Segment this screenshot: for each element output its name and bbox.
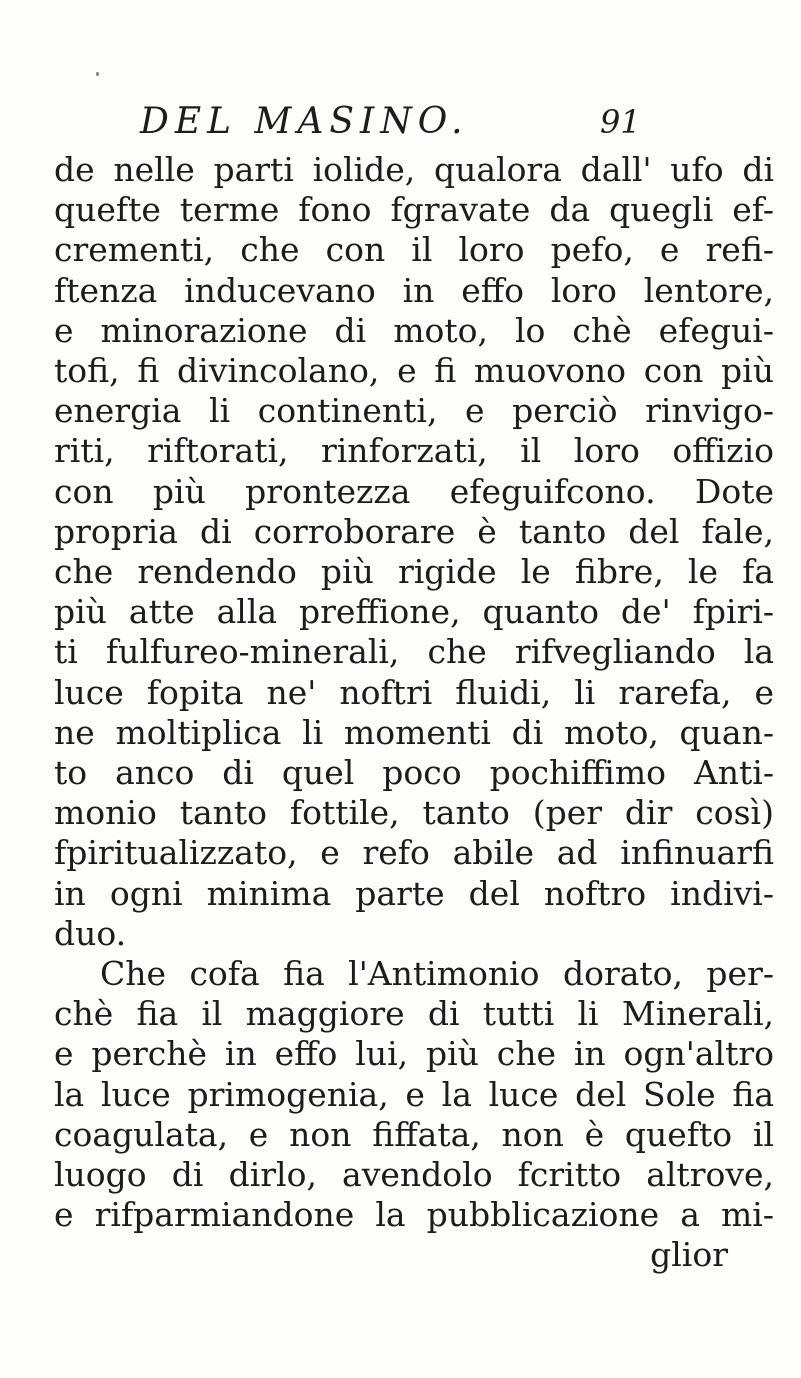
text-line: crementi, che con il loro pefo, e refi- bbox=[54, 230, 774, 270]
text-line: riti, riftorati, rinforzati, il loro offizio bbox=[54, 431, 774, 471]
text-line: in ogni minima parte del noftro indivi- bbox=[54, 873, 774, 913]
text-line: e perchè in effo lui, più che in ogn'altro bbox=[54, 1034, 774, 1074]
text-line: chè fia il maggiore di tutti li Minerali, bbox=[54, 994, 774, 1034]
catchword: glior bbox=[650, 1235, 728, 1275]
text-line: to anco di quel poco pochiffimo Anti- bbox=[54, 753, 774, 793]
text-line: de nelle parti iolide, qualora dall' ufo di bbox=[54, 150, 774, 189]
text-line: propria di corroborare è tanto del fale, bbox=[54, 511, 774, 551]
running-head: DEL MASINO. bbox=[140, 101, 469, 142]
text-line: la luce primogenia, e la luce del Sole fia bbox=[54, 1074, 774, 1114]
text-line: e rifparmiandone la pubblicazione a mi- bbox=[54, 1195, 774, 1235]
text-line: ti fulfureo-minerali, che rifvegliando la bbox=[54, 632, 774, 672]
text-line: duo. bbox=[54, 913, 127, 953]
page-number: 91 bbox=[600, 103, 641, 141]
text-line: quefte terme fono fgravate da quegli ef- bbox=[54, 190, 774, 230]
text-line: coagulata, e non fiffata, non è quefto il bbox=[54, 1114, 774, 1154]
text-line: più atte alla preffione, quanto de' fpiri- bbox=[54, 592, 774, 632]
text-line: luogo di dirlo, avendolo fcritto altrove, bbox=[54, 1155, 774, 1195]
ink-speck bbox=[96, 72, 99, 76]
text-line: con più prontezza efeguifcono. Dote bbox=[54, 471, 774, 511]
body-text bbox=[54, 150, 774, 1276]
text-line: luce fopita ne' noftri fluidi, li rarefa, e bbox=[54, 672, 774, 712]
text-line: fpiritualizzato, e refo abile ad infinuarfi bbox=[54, 833, 774, 873]
page-header bbox=[0, 96, 801, 148]
text-line: ne moltiplica li momenti di moto, quan- bbox=[54, 712, 774, 752]
text-line: monio tanto fottile, tanto (per dir così) bbox=[54, 793, 774, 833]
text-line: che rendendo più rigide le fibre, le fa bbox=[54, 552, 774, 592]
text-line: tofi, fi divincolano, e fi muovono con più bbox=[54, 351, 774, 391]
text-line: Che cofa fia l'Antimonio dorato, per- bbox=[100, 954, 774, 994]
text-line: e minorazione di moto, lo chè efegui- bbox=[54, 310, 774, 350]
text-line: ftenza inducevano in effo loro lentore, bbox=[54, 270, 774, 310]
text-line: energia li continenti, e perciò rinvigo- bbox=[54, 391, 774, 431]
